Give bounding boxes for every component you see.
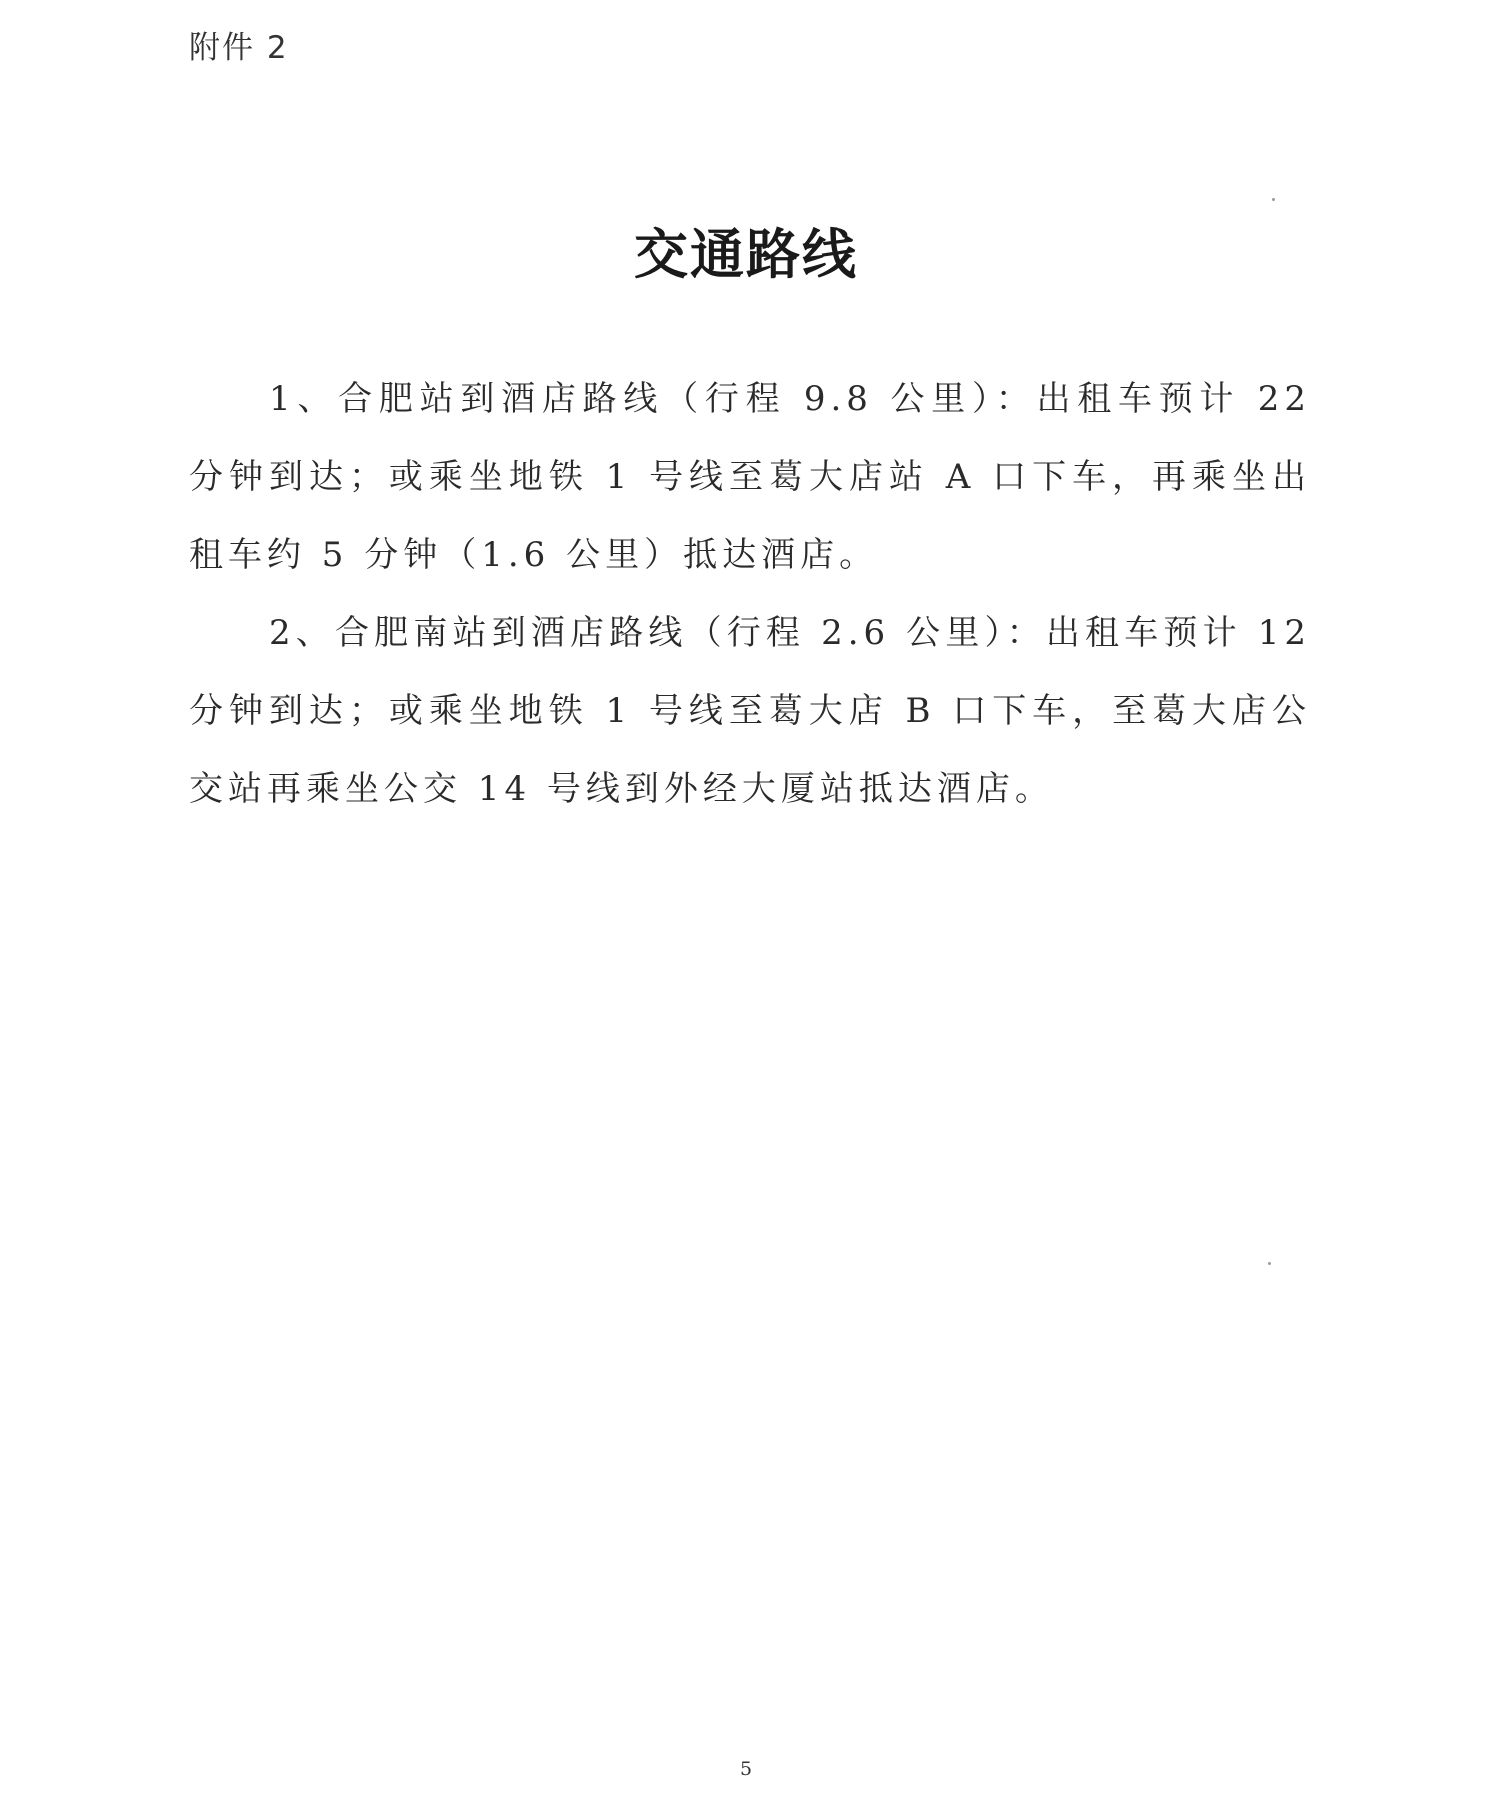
scan-speck [1272, 198, 1275, 201]
attachment-label: 附件 2 [189, 30, 289, 66]
document-body [189, 360, 1311, 828]
page-title: 交通路线 [634, 223, 858, 286]
page-number: 5 [739, 1758, 753, 1780]
route-paragraph-hefei-south-station: 2、合肥南站到酒店路线（行程 2.6 公里）：出租车预计 12 分钟到达；或乘坐地铁 1 号线至葛大店 B 口下车，至葛大店公交站再乘坐公交 14 号线到外经大厦站抵达酒店。 [189, 613, 1311, 809]
scan-speck [1268, 1262, 1271, 1265]
route-paragraph-hefei-station: 1、合肥站到酒店路线（行程 9.8 公里）：出租车预计 22 分钟到达；或乘坐地铁 1 号线至葛大店站 A 口下车，再乘坐出租车约 5 分钟（1.6 公里）抵达酒店。 [189, 379, 1311, 575]
